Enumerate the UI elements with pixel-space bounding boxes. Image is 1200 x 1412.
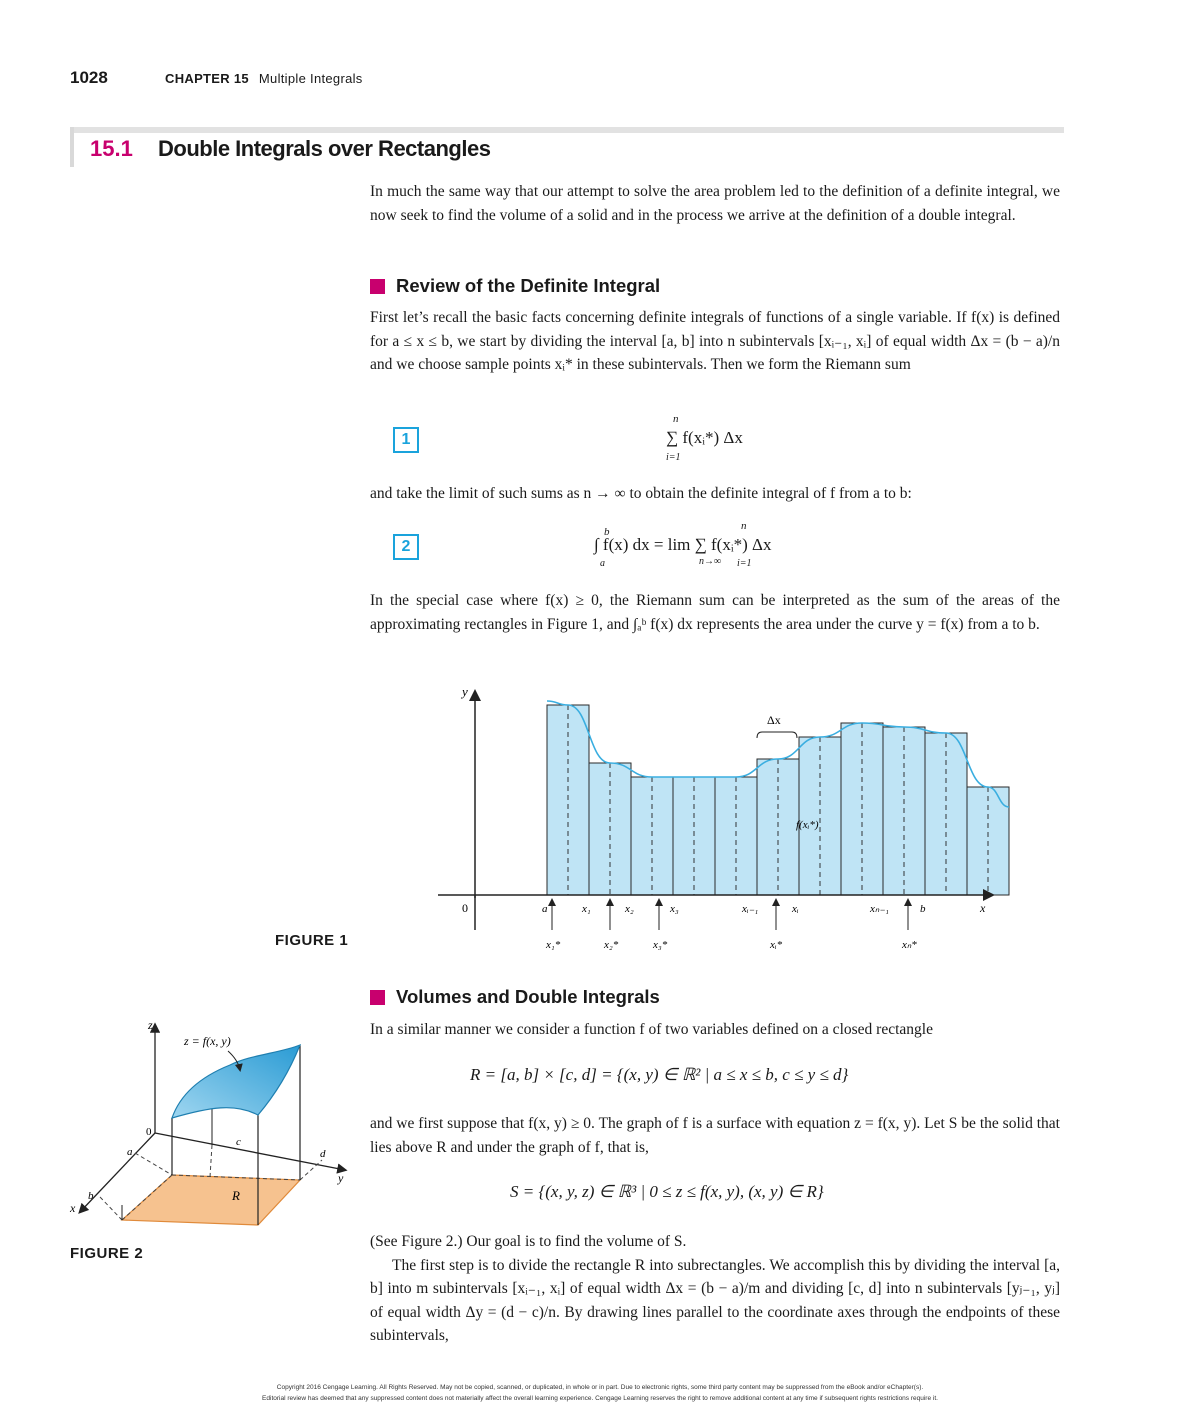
fig2-d-label: d [320,1148,326,1160]
surface-graph [172,1045,300,1118]
volumes-text-3: (See Figure 2.) Our goal is to find the volume of S. [370,1233,687,1250]
equation-1-number: 1 [393,427,419,453]
equation-2-number: 2 [393,534,419,560]
x-tick-label: xᵢ₋₁ [742,903,759,915]
x-tick-labels [542,903,926,915]
sample-point-label: xₙ* [902,939,917,951]
fig1-origin: 0 [462,901,468,915]
eq2-int-lower: a [600,558,605,569]
sample-point-label: xᵢ* [770,939,783,951]
intro-text: In much the same way that our attempt to solve the area problem led to the definition of a definite integral, we now seek to find the volume of a solid and in the process we arrive at the definition of a double integral. [370,183,1060,224]
fig2-y-label: y [338,1171,344,1185]
x-tick-label: b [920,903,926,915]
volumes-text-1: In a similar manner we consider a function f of two variables defined on a closed rectangle [370,1021,933,1038]
section-number: 15.1 [90,136,133,161]
equation-2: ∫ f(x) dx = lim ∑ f(xᵢ*) Δx [594,535,772,554]
figure-1-label: FIGURE 1 [275,932,349,949]
review-paragraph-3 [370,589,1060,636]
review-paragraph-1 [370,306,1060,377]
volumes-text-4: The first step is to divide the rectangle R into subrectangles. We accomplish this by dividing the interval [a, b] into m subintervals [xᵢ₋₁, xᵢ] of equal width Δx = (b − a)/m and dividing [c, d] into n subintervals [yⱼ₋₁, yⱼ] of equal width Δy = (d − c)/n. By drawing lines parallel to the coordinate axes through the endpoints of these subintervals, [370,1256,1060,1344]
rectangle-R [122,1175,300,1225]
copyright-notice [100,1382,1100,1404]
volumes-text-2: and we first suppose that f(x, y) ≥ 0. The graph of f is a surface with equation z = f(x, y). Let S be the solid that lies above R and under the graph of f, that is, [370,1115,1060,1156]
eq1-sum-upper: n [673,413,679,425]
volumes-paragraph-1 [370,1018,1060,1042]
guide-b-line [100,1197,122,1220]
eq2-int-upper: b [604,526,610,538]
volumes-heading: Volumes and Double Integrals [396,986,660,1007]
fig1-height-label: f(xᵢ*) [796,819,819,831]
fig1-x-label: x [980,901,986,915]
eq2-sum-lower: i=1 [737,558,752,569]
chapter-title: Multiple Integrals [258,71,363,86]
fig2-surface-label: z = f(x, y) [184,1034,231,1048]
riemann-bar [799,737,841,895]
fig1-y-label: y [462,684,468,699]
fig2-c-label: c [236,1136,241,1148]
subhead-marker [370,990,385,1005]
review-text-2: and take the limit of such sums as n → ∞ to obtain the definite integral of f from a to b: [370,485,912,502]
eq2-sum-upper: n [741,520,747,532]
sample-point-label: x₃* [653,939,668,951]
page-number: 1028 [70,68,108,87]
chapter-label: CHAPTER 15 [165,71,249,86]
copyright-line-2: Editorial review has deemed that any suppressed content does not materially affect the overall learning experience. Cengage Learning reserves the right to remove additional content at any time if subsequent rights restrictions require it. [262,1395,938,1402]
equation-1: ∑ f(xᵢ*) Δx [666,428,743,447]
x-tick-label: a [542,903,548,915]
figure-2-solid-over-rectangle [60,1015,360,1240]
volumes-paragraph-3 [370,1230,1060,1348]
eq1-sum-lower: i=1 [666,452,681,463]
review-text-3: In the special case where f(x) ≥ 0, the Riemann sum can be interpreted as the sum of the areas of the approximating rectangles in Figure 1, and ∫ₐᵇ f(x) dx represents the area under the curve y = f(x) from a to b. [370,592,1060,633]
equation-R: R = [a, b] × [c, d] = {(x, y) ∈ ℝ² | a ≤ x ≤ b, c ≤ y ≤ d} [470,1065,849,1084]
guide-c-tick [210,1145,212,1177]
x-tick-label: xₙ₋₁ [870,903,889,915]
fig2-b-label: b [88,1190,94,1202]
guide-a-tick [135,1153,172,1175]
copyright-line-1: Copyright 2016 Cengage Learning. All Rights Reserved. May not be copied, scanned, or duplicated, in whole or in part. Due to electronic rights, some third party content may be suppressed from the eBook and/or eChapter(s). [276,1384,924,1391]
equation-S: S = {(x, y, z) ∈ ℝ³ | 0 ≤ z ≤ f(x, y), (x, y) ∈ R} [510,1182,824,1201]
subhead-marker [370,279,385,294]
running-head [165,71,363,86]
fig2-z-label: z [148,1018,153,1032]
x-tick-label: xᵢ [792,903,799,915]
figure-1-riemann-rectangles [430,680,1010,960]
x-tick-label: x₃ [670,903,679,915]
figure-2-label: FIGURE 2 [70,1245,144,1262]
eq2-lim-sub: n→∞ [699,556,722,567]
review-heading: Review of the Definite Integral [396,275,661,296]
fig2-a-label: a [127,1146,133,1158]
review-text-1: First let’s recall the basic facts concerning definite integrals of functions of a single variable. If f(x) is defined for a ≤ x ≤ b, we start by dividing the interval [a, b] into n subintervals [xᵢ₋₁, xᵢ] of equal width Δx = (b − a)/n and we choose sample points xᵢ* in these subintervals. Then we form the Riemann sum [370,309,1060,373]
fig2-R-label: R [232,1188,240,1203]
delta-x-brace [757,732,797,738]
x-tick-label: x₁ [582,903,591,915]
sample-point-label: x₁* [546,939,561,951]
section-title: Double Integrals over Rectangles [158,136,491,161]
sample-point-labels [545,900,917,951]
x-tick-label: x₂ [625,903,634,915]
intro-paragraph [370,180,1060,227]
volumes-paragraph-2 [370,1112,1060,1159]
sample-point-label: x₂* [604,939,619,951]
review-paragraph-2 [370,482,1060,506]
fig2-x-label: x [70,1201,76,1215]
fig2-origin: 0 [146,1126,152,1138]
fig1-delta-x: Δx [767,713,781,727]
